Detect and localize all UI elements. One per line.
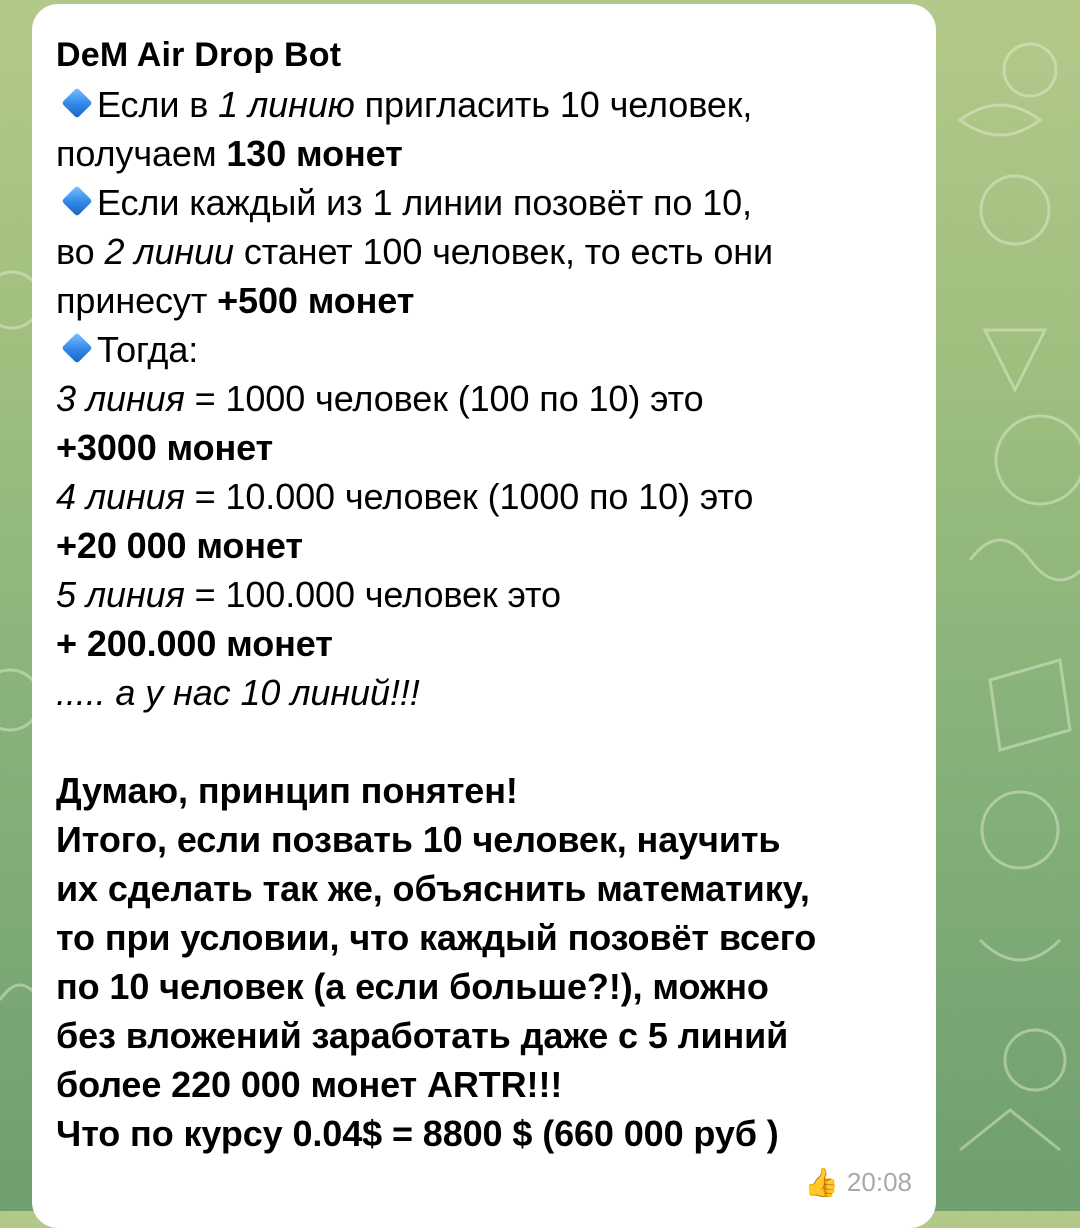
blank-line: [56, 717, 914, 766]
message-line: Думаю, принцип понятен!: [56, 770, 518, 811]
text-fragment: Если в: [97, 84, 219, 125]
message-line: по 10 человек (а если больше?!), можно: [56, 966, 769, 1007]
message-line: то при условии, что каждый позовёт всего: [56, 917, 817, 958]
message-line: Итого, если позвать 10 человек, научить: [56, 819, 781, 860]
message-meta: [804, 1166, 912, 1199]
message-bubble[interactable]: [32, 4, 936, 1228]
text-fragment-italic: 1 линию: [218, 84, 355, 125]
sender-name[interactable]: DeM Air Drop Bot: [56, 36, 342, 74]
text-fragment: станет 100 человек, то есть они: [233, 231, 774, 272]
text-fragment-italic: 2 линии: [104, 231, 234, 272]
message-line: [56, 374, 914, 423]
blue-diamond-icon: [61, 87, 92, 118]
text-fragment-italic: 5 линия: [56, 574, 185, 615]
message-line: +3000 монет: [56, 427, 274, 468]
text-fragment: = 1000 человек (100 по 10) это: [184, 378, 704, 419]
blue-diamond-icon: [61, 185, 92, 216]
message-line: [56, 80, 914, 129]
message-line: [56, 178, 914, 227]
message-line: более 220 000 монет ARTR!!!: [56, 1064, 563, 1105]
text-fragment: Если каждый из 1 линии позовёт по 10,: [97, 182, 752, 223]
message-time: 20:08: [846, 1167, 912, 1197]
message-line: их сделать так же, объяснить математику,: [56, 868, 810, 909]
text-fragment-italic: 3 линия: [56, 378, 185, 419]
text-fragment-bold: +500 монет: [217, 280, 415, 321]
text-fragment: пригласить 10 человек,: [354, 84, 753, 125]
text-fragment: = 10.000 человек (1000 по 10) это: [184, 476, 754, 517]
blue-diamond-icon: [61, 332, 92, 363]
message-line: [56, 570, 914, 619]
message-line: [56, 325, 914, 374]
message-line: + 200.000 монет: [56, 623, 333, 664]
message-line: [56, 276, 914, 325]
message-line: ..... а у нас 10 линий!!!: [56, 672, 420, 713]
text-fragment-bold: 130 монет: [226, 133, 403, 174]
message-line: +20 000 монет: [56, 525, 303, 566]
text-fragment: = 100.000 человек это: [184, 574, 561, 615]
text-fragment-italic: 4 линия: [56, 476, 185, 517]
message-text: [56, 80, 914, 1158]
message-line: Что по курсу 0.04$ = 8800 $ (660 000 руб ): [56, 1113, 779, 1154]
text-fragment: принесут: [56, 280, 218, 321]
message-line: [56, 129, 914, 178]
thumbs-up-icon[interactable]: 👍: [804, 1167, 839, 1198]
message-line: без вложений заработать даже с 5 линий: [56, 1015, 789, 1056]
text-fragment: во: [56, 231, 105, 272]
text-fragment: получаем: [56, 133, 227, 174]
message-line: [56, 227, 914, 276]
text-fragment: Тогда:: [97, 329, 199, 370]
message-line: [56, 472, 914, 521]
